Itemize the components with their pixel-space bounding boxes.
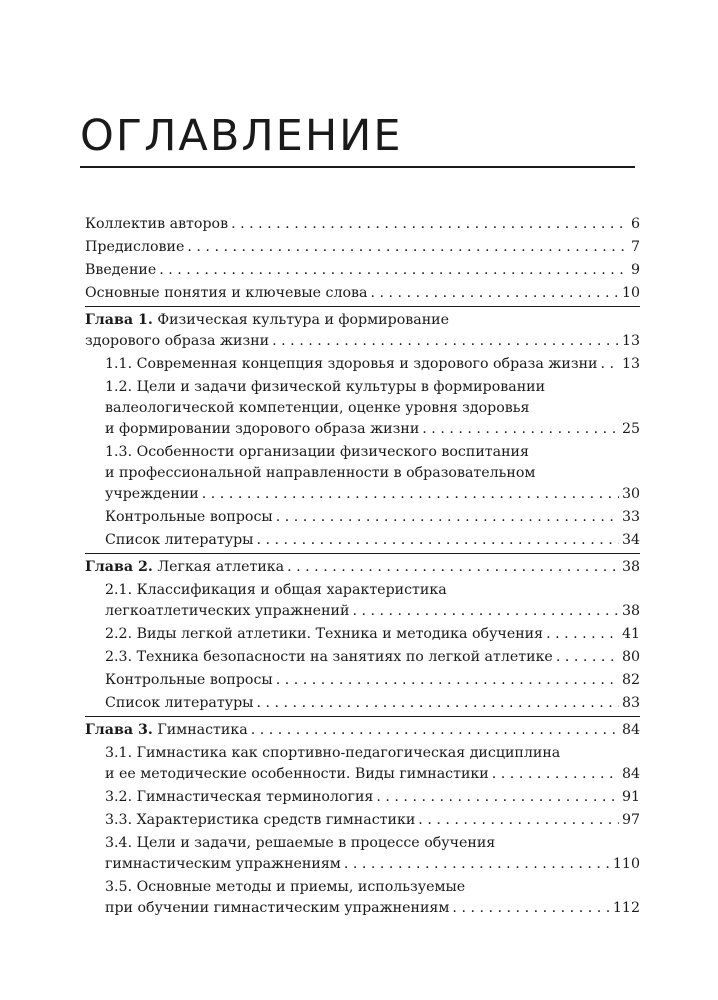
page-number: 84 bbox=[621, 722, 640, 738]
toc-section-entry bbox=[85, 377, 640, 440]
page-number: 13 bbox=[621, 333, 640, 349]
toc-entry-text: легкоатлетических упражнений bbox=[105, 603, 350, 619]
toc-section-entry bbox=[85, 877, 640, 919]
dot-leader bbox=[272, 331, 619, 352]
dot-leader bbox=[452, 898, 609, 919]
page-number: 9 bbox=[630, 262, 640, 278]
toc-entry-text: 2.3. Техника безопасности на занятиях по легкой атлетике bbox=[105, 649, 553, 665]
toc-entry-line bbox=[85, 310, 640, 331]
chapter-label: Глава 3. bbox=[85, 722, 153, 738]
dot-leader bbox=[492, 764, 619, 785]
toc-entry-last-line bbox=[85, 331, 640, 352]
toc-entry-line bbox=[105, 743, 640, 764]
dot-leader bbox=[376, 787, 619, 808]
toc-chapter-entry bbox=[85, 716, 640, 741]
toc-entry-last-line bbox=[105, 898, 640, 919]
toc-entry-last-line bbox=[105, 693, 640, 714]
chapter-label: Глава 1. bbox=[85, 312, 153, 328]
toc-entry-text: 2.1. Классификация и общая характеристика bbox=[105, 582, 447, 598]
page-number: 41 bbox=[621, 626, 640, 642]
toc-entry-text: валеологической компетенции, оценке уровня здоровья bbox=[105, 400, 530, 416]
toc-section-entry bbox=[85, 810, 640, 831]
toc-entry-line bbox=[105, 442, 640, 463]
dot-leader bbox=[202, 484, 619, 505]
toc-entry-last-line bbox=[105, 484, 640, 505]
dot-leader bbox=[371, 283, 619, 304]
page-number: 112 bbox=[612, 900, 640, 916]
toc-list bbox=[85, 214, 640, 921]
toc-section-entry bbox=[85, 693, 640, 714]
toc-entry-text: Список литературы bbox=[105, 695, 254, 711]
dot-leader bbox=[187, 237, 628, 258]
toc-section-entry bbox=[85, 580, 640, 622]
toc-entry-last-line bbox=[85, 283, 640, 304]
toc-chapter-entry bbox=[85, 553, 640, 578]
toc-entry-text: Основные понятия и ключевые слова bbox=[85, 285, 368, 301]
toc-entry-last-line bbox=[85, 237, 640, 258]
dot-leader bbox=[418, 810, 619, 831]
toc-entry-last-line bbox=[105, 354, 640, 375]
toc-entry-text: 1.3. Особенности организации физического воспитания bbox=[105, 444, 529, 460]
dot-leader bbox=[276, 507, 619, 528]
toc-entry-text: и ее методические особенности. Виды гимнастики bbox=[105, 766, 489, 782]
toc-entry-last-line bbox=[105, 419, 640, 440]
toc-entry-text: Список литературы bbox=[105, 532, 254, 548]
toc-entry-text: Коллектив авторов bbox=[85, 216, 229, 232]
toc-entry-text: и формировании здорового образа жизни bbox=[105, 421, 420, 437]
toc-entry-text: 1.2. Цели и задачи физической культуры в формировании bbox=[105, 379, 546, 395]
page-number: 110 bbox=[612, 856, 640, 872]
toc-entry bbox=[85, 260, 640, 281]
dot-leader bbox=[422, 419, 619, 440]
toc-entry bbox=[85, 283, 640, 304]
toc-entry-text: 3.1. Гимнастика как спортивно-педагогическая дисциплина bbox=[105, 745, 561, 761]
chapter-label: Глава 2. bbox=[85, 559, 153, 575]
page-title: ОГЛАВЛЕНИЕ bbox=[80, 111, 403, 161]
toc-entry-text: и профессиональной направленности в образовательном bbox=[105, 465, 536, 481]
toc-entry-line bbox=[105, 877, 640, 898]
toc-entry-text: здорового образа жизни bbox=[85, 333, 270, 349]
toc-entry-last-line bbox=[105, 601, 640, 622]
toc-entry-last-line bbox=[85, 214, 640, 235]
toc-entry-text: Легкая атлетика bbox=[157, 559, 285, 575]
dot-leader bbox=[251, 720, 619, 741]
page-number: 6 bbox=[630, 216, 640, 232]
toc-entry-last-line bbox=[105, 810, 640, 831]
page-number: 83 bbox=[621, 695, 640, 711]
toc-entry-last-line bbox=[105, 764, 640, 785]
toc-entry-text: 3.5. Основные методы и приемы, используемые bbox=[105, 879, 466, 895]
toc-entry-text: учреждении bbox=[105, 486, 199, 502]
dot-leader bbox=[287, 557, 619, 578]
toc-entry-text: Контрольные вопросы bbox=[105, 509, 273, 525]
page-number: 97 bbox=[621, 812, 640, 828]
toc-entry-text: 3.3. Характеристика средств гимнастики bbox=[105, 812, 416, 828]
toc-entry-last-line bbox=[105, 530, 640, 551]
toc-entry-text: гимнастическим упражнениям bbox=[105, 856, 341, 872]
toc-section-entry bbox=[85, 507, 640, 528]
dot-leader bbox=[344, 854, 610, 875]
dot-leader bbox=[601, 354, 619, 375]
page-number: 38 bbox=[621, 559, 640, 575]
toc-entry-last-line bbox=[105, 670, 640, 691]
toc-entry-text: 3.4. Цели и задачи, решаемые в процессе обучения bbox=[105, 835, 496, 851]
page-number: 13 bbox=[621, 356, 640, 372]
toc-entry-text: Предисловие bbox=[85, 239, 185, 255]
toc-entry-text: 2.2. Виды легкой атлетики. Техника и методика обучения bbox=[105, 626, 544, 642]
toc-entry-last-line bbox=[85, 720, 640, 741]
toc-entry-last-line bbox=[85, 260, 640, 281]
toc-entry-text: Введение bbox=[85, 262, 157, 278]
toc-entry-last-line bbox=[105, 507, 640, 528]
dot-leader bbox=[546, 624, 619, 645]
toc-section-entry bbox=[85, 530, 640, 551]
dot-leader bbox=[256, 693, 618, 714]
toc-entry-text: 3.2. Гимнастическая терминология bbox=[105, 789, 374, 805]
page-number: 38 bbox=[621, 603, 640, 619]
toc-section-entry bbox=[85, 787, 640, 808]
toc-entry-last-line bbox=[85, 557, 640, 578]
toc-entry-text: при обучении гимнастическим упражнениям bbox=[105, 900, 450, 916]
toc-entry-line bbox=[105, 398, 640, 419]
toc-entry-last-line bbox=[105, 647, 640, 668]
toc-entry bbox=[85, 214, 640, 235]
title-rule bbox=[80, 166, 635, 168]
page-number: 10 bbox=[621, 285, 640, 301]
toc-entry-last-line bbox=[105, 624, 640, 645]
toc-entry bbox=[85, 237, 640, 258]
toc-entry-text: Физическая культура и формирование bbox=[157, 312, 450, 328]
toc-chapter-entry bbox=[85, 306, 640, 352]
toc-section-entry bbox=[85, 743, 640, 785]
page-number: 7 bbox=[630, 239, 640, 255]
page-number: 34 bbox=[621, 532, 640, 548]
dot-leader bbox=[159, 260, 628, 281]
toc-section-entry bbox=[85, 647, 640, 668]
page-number: 82 bbox=[621, 672, 640, 688]
toc-entry-line bbox=[105, 377, 640, 398]
toc-entry-text: Гимнастика bbox=[157, 722, 248, 738]
dot-leader bbox=[256, 530, 618, 551]
dot-leader bbox=[231, 214, 628, 235]
toc-entry-line bbox=[105, 833, 640, 854]
toc-entry-last-line bbox=[105, 854, 640, 875]
toc-entry-line bbox=[105, 463, 640, 484]
toc-section-entry bbox=[85, 670, 640, 691]
toc-section-entry bbox=[85, 442, 640, 505]
page-number: 33 bbox=[621, 509, 640, 525]
toc-section-entry bbox=[85, 354, 640, 375]
page-number: 91 bbox=[621, 789, 640, 805]
toc-entry-last-line bbox=[105, 787, 640, 808]
dot-leader bbox=[276, 670, 619, 691]
toc-section-entry bbox=[85, 624, 640, 645]
toc-entry-text: Контрольные вопросы bbox=[105, 672, 273, 688]
dot-leader bbox=[352, 601, 618, 622]
toc-entry-line bbox=[105, 580, 640, 601]
page-number: 80 bbox=[621, 649, 640, 665]
toc-entry-text: 1.1. Современная концепция здоровья и здорового образа жизни bbox=[105, 356, 598, 372]
page-number: 84 bbox=[621, 766, 640, 782]
toc-section-entry bbox=[85, 833, 640, 875]
dot-leader bbox=[556, 647, 619, 668]
page-number: 25 bbox=[621, 421, 640, 437]
page-number: 30 bbox=[621, 486, 640, 502]
